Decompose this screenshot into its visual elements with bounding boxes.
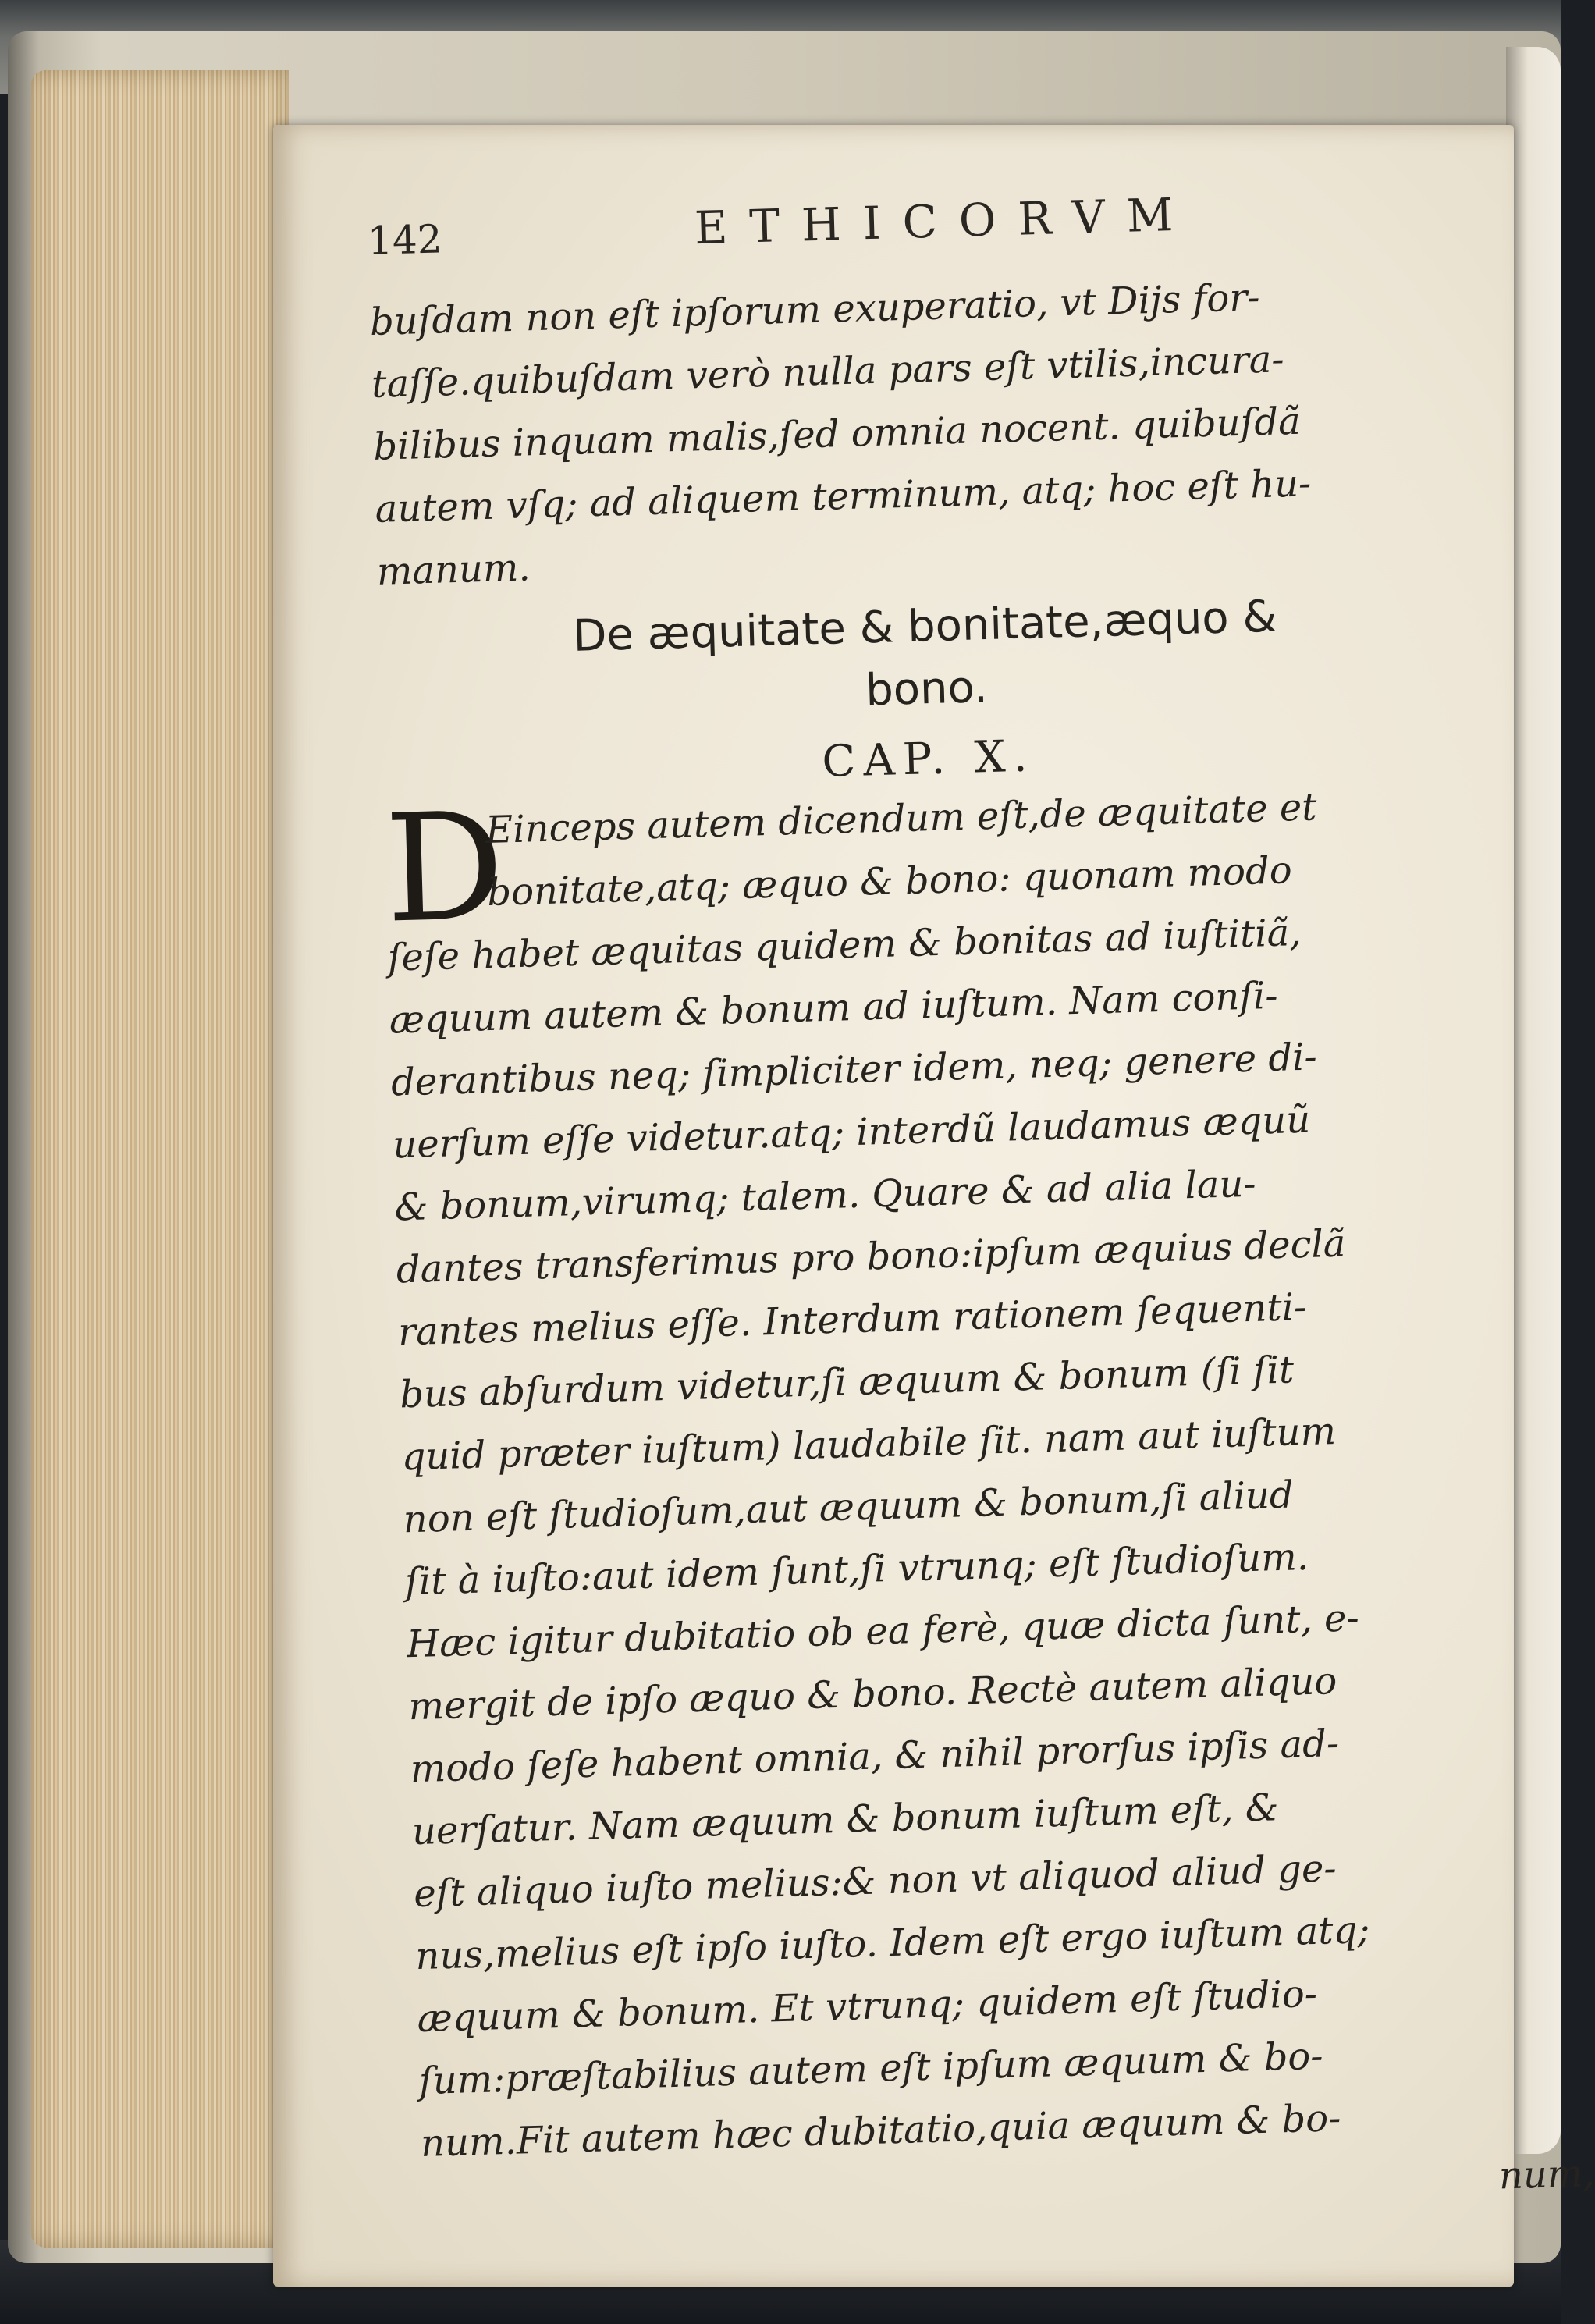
drop-cap-initial: D xyxy=(382,780,506,956)
text-line: derantibus neq; ſimpliciter idem, neq; genere di- xyxy=(390,1035,1318,1105)
text-line: dantes transferimus pro bono:ipſum æquius declã xyxy=(396,1221,1347,1292)
text-line: bonitate,atq; æquo & bono: quonam modo xyxy=(486,848,1293,915)
text-line: manum. xyxy=(376,545,531,594)
text-line: & bonum,virumq; talem. Quare & ad alia lau- xyxy=(393,1161,1257,1230)
text-line: rantes melius eſſe. Interdum rationem ſequenti- xyxy=(397,1285,1307,1355)
text-line: buſdam non eſt ipſorum exuperatio, vt Dijs for- xyxy=(369,275,1261,344)
page-text xyxy=(367,179,1595,2198)
text-line: ſum:præſtabilius autem eſt ipſum æquum & bo- xyxy=(418,2034,1324,2104)
text-line: uerſatur. Nam æquum & bonum iuſtum eſt, & xyxy=(411,1786,1280,1854)
running-title: ETHICORVM xyxy=(694,187,1196,255)
text-line: bilibus inquam malis,ſed omnia nocent. quibuſdã xyxy=(372,399,1302,469)
text-line: modo ſeſe habent omnia, & nihil prorſus ipſis ad- xyxy=(410,1721,1340,1792)
section-heading: De æquitate & bonitate,æquo & xyxy=(572,591,1277,662)
page-block-edges xyxy=(31,70,289,2248)
text-line: eſt aliquo iuſto melius:& non vt aliquod aliud ge- xyxy=(413,1846,1337,1917)
text-line: Hæc igitur dubitatio ob ea ferè, quæ dicta ſunt, e- xyxy=(406,1596,1360,1667)
text-line: Einceps autem dicendum eſt,de æquitate et xyxy=(485,785,1318,853)
text-line: uerſum eſſe videtur.atq; interdũ laudamus æquũ xyxy=(392,1097,1311,1167)
text-line: non eſt ſtudioſum,aut æquum & bonum,ſi aliud xyxy=(403,1473,1295,1542)
page-number: 142 xyxy=(367,216,443,264)
section-heading-continued: bono. xyxy=(865,662,989,716)
text-line: autem vſq; ad aliquem terminum, atq; hoc eſt hu- xyxy=(374,461,1312,531)
text-line: æquum autem & bonum ad iuſtum. Nam conſi- xyxy=(389,973,1279,1043)
text-line: taſſe.quibuſdam verò nulla pars eſt vtilis,incura- xyxy=(371,337,1285,407)
text-line: ſit à iuſto:aut idem ſunt,ſi vtrunq; eſt ſtudioſum. xyxy=(404,1534,1309,1604)
chapter-label: CAP. X. xyxy=(821,730,1036,787)
catchword: num, xyxy=(1498,2152,1595,2198)
text-line: mergit de ipſo æquo & bono. Rectè autem aliquo xyxy=(407,1659,1338,1729)
text-line: quid præter iuſtum) laudabile ſit. nam aut iuſtum xyxy=(400,1409,1337,1480)
text-line: num.Fit autem hæc dubitatio,quia æquum & bo- xyxy=(420,2096,1342,2166)
text-line: æquum & bonum. Et vtrunq; quidem eſt ſtudio- xyxy=(416,1971,1318,2041)
text-line: ſeſe habet æquitas quidem & bonitas ad iuſtitiã, xyxy=(386,910,1302,980)
text-line: nus,melius eſt ipſo iuſto. Idem eſt ergo iuſtum atq; xyxy=(414,1907,1371,1979)
text-line: bus abſurdum videtur,ſi æquum & bonum (ſi ſit xyxy=(399,1348,1295,1417)
